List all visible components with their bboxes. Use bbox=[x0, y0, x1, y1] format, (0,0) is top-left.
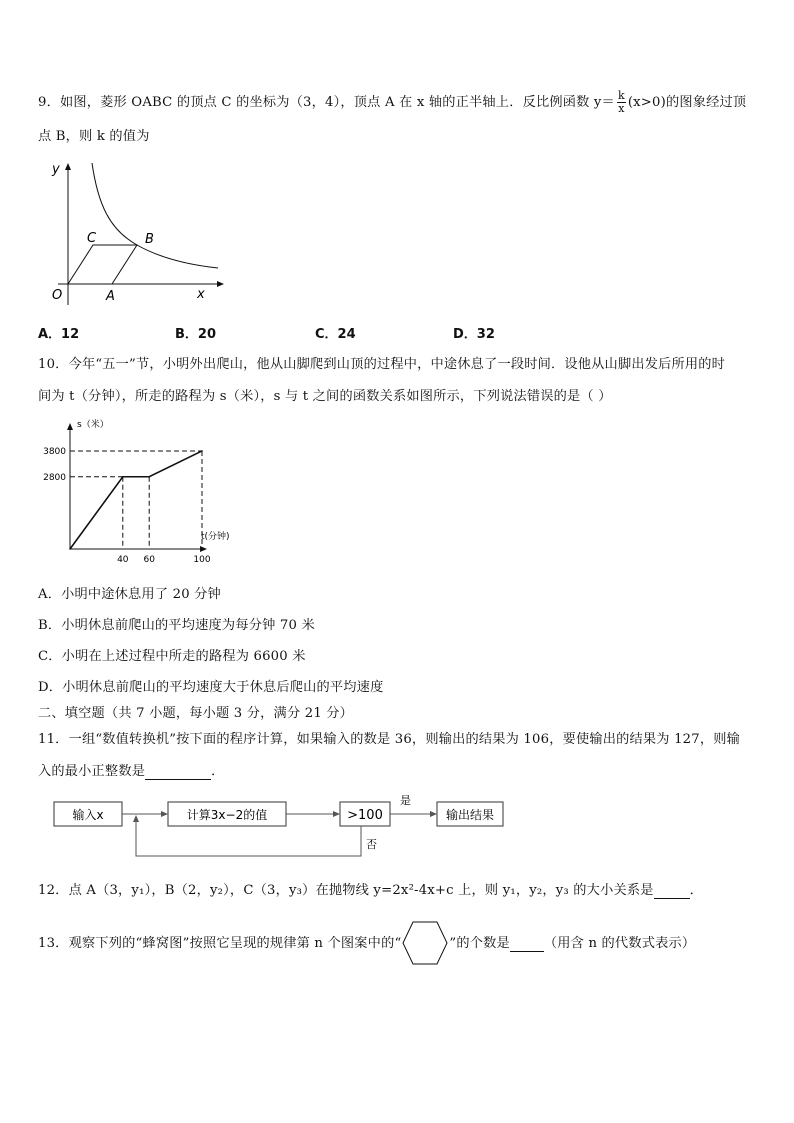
q10-option-d: D．小明休息前爬山的平均速度大于休息后爬山的平均速度 bbox=[38, 680, 384, 695]
q12-answer-blank bbox=[654, 883, 690, 899]
q11-line2-end: ． bbox=[211, 764, 225, 779]
q10-option-b: B．小明休息前爬山的平均速度为每分钟 70 米 bbox=[38, 618, 315, 633]
q13-text-c: （用含 n 的代数式表示） bbox=[543, 936, 696, 951]
flow-arrowhead-1 bbox=[161, 811, 168, 817]
flow-input-label: 输入x bbox=[72, 808, 104, 822]
q9-frac-den: x bbox=[618, 102, 625, 115]
q9-rhombus bbox=[68, 245, 137, 284]
q11-line2-text: 入的最小正整数是 bbox=[38, 764, 146, 779]
q10-option-a: A．小明中途休息用了 20 分钟 bbox=[38, 587, 221, 602]
y-tick-3800: 3800 bbox=[43, 446, 66, 457]
q12-line bbox=[38, 879, 703, 899]
q10-xlabel: t(分钟) bbox=[201, 532, 230, 542]
hexagon-icon bbox=[401, 920, 449, 966]
flow-yes-label: 是 bbox=[400, 794, 411, 807]
section2-heading: 二、填空题（共 7 小题，每小题 3 分，满分 21 分） bbox=[38, 706, 354, 721]
q9-y-arrow bbox=[65, 163, 71, 170]
q12-text: 12．点 A（3，y₁），B（2，y₂），C（3，y₃）在抛物线 y=2x²-4x+c 上，则 y₁，y₂，y₃ 的大小关系是 bbox=[38, 883, 654, 898]
q9-option-a: A．12 bbox=[38, 327, 80, 342]
flow-arrowhead-2 bbox=[333, 811, 340, 817]
q12-end: ． bbox=[689, 883, 704, 898]
q11-line2 bbox=[38, 760, 225, 780]
series-line bbox=[70, 451, 202, 549]
q10-chart bbox=[35, 415, 245, 575]
q10-y-arrow bbox=[67, 423, 73, 430]
q10-x-arrow bbox=[200, 546, 207, 552]
x-tick-100: 100 bbox=[193, 555, 211, 565]
q9-label-c: C bbox=[87, 231, 97, 246]
q9-label-o: O bbox=[52, 288, 63, 303]
q13-text-a: 13．观察下列的“蜂窝图”按照它呈现的规律第 n 个图案中的“ bbox=[38, 936, 402, 951]
x-tick-40: 40 bbox=[117, 555, 129, 565]
q13-line bbox=[38, 932, 695, 952]
data-point-2 bbox=[148, 476, 150, 478]
q9-label-b: B bbox=[145, 232, 154, 247]
q9-option-b: B．20 bbox=[175, 327, 216, 342]
q9-hyperbola bbox=[92, 163, 218, 268]
q10-ylabel: s（米） bbox=[77, 420, 109, 430]
flow-output-label: 输出结果 bbox=[445, 808, 495, 822]
q9-label-y: y bbox=[52, 162, 60, 177]
q9-option-d: D．32 bbox=[453, 327, 495, 342]
q13-text-b: ”的个数是 bbox=[449, 936, 510, 951]
q9-fraction bbox=[617, 90, 626, 115]
q9-figure bbox=[40, 155, 230, 315]
q13-answer-blank bbox=[510, 936, 544, 952]
data-point-0 bbox=[69, 548, 71, 550]
q10-line2: 间为 t（分钟），所走的路程为 s（米），s 与 t 之间的函数关系如图所示，下列说法错误的是（ ） bbox=[38, 389, 612, 404]
q9-text-b: (x>0)的图象经过顶 bbox=[627, 95, 747, 110]
q11-line1: 11．一组“数值转换机”按下面的程序计算，如果输入的数是 36，则输出的结果为 106，要使输出的结果为 127，则输 bbox=[38, 732, 741, 747]
flow-compute-label: 计算3x−2的值 bbox=[186, 808, 268, 822]
q9-text-a: 9．如图，菱形 OABC 的顶点 C 的坐标为（3，4），顶点 A 在 x 轴的正半轴上．反比例函数 y＝ bbox=[38, 95, 615, 110]
data-point-3 bbox=[201, 450, 203, 452]
y-tick-2800: 2800 bbox=[43, 472, 66, 483]
q9-frac-num: k bbox=[617, 89, 625, 102]
q9-option-c: C．24 bbox=[315, 327, 356, 342]
flow-loop-arrowhead bbox=[133, 815, 139, 822]
q10-option-c: C．小明在上述过程中所走的路程为 6600 米 bbox=[38, 649, 306, 664]
flow-no-label: 否 bbox=[366, 838, 377, 851]
x-tick-60: 60 bbox=[143, 555, 155, 565]
q9-label-x: x bbox=[197, 287, 205, 302]
q11-answer-blank bbox=[145, 764, 211, 780]
data-point-1 bbox=[122, 476, 124, 478]
q9-x-arrow bbox=[217, 281, 224, 287]
flow-condition-label: >100 bbox=[347, 808, 383, 823]
q11-flowchart bbox=[50, 788, 520, 863]
q10-line1: 10．今年“五一”节，小明外出爬山，他从山脚爬到山顶的过程中，中途休息了一段时间．设他从山脚出发后所用的时 bbox=[38, 357, 726, 372]
q9-line2: 点 B，则 k 的值为 bbox=[38, 129, 150, 144]
flow-arrowhead-3 bbox=[430, 811, 437, 817]
q9-label-a: A bbox=[106, 289, 115, 304]
q9-line1 bbox=[38, 90, 746, 115]
